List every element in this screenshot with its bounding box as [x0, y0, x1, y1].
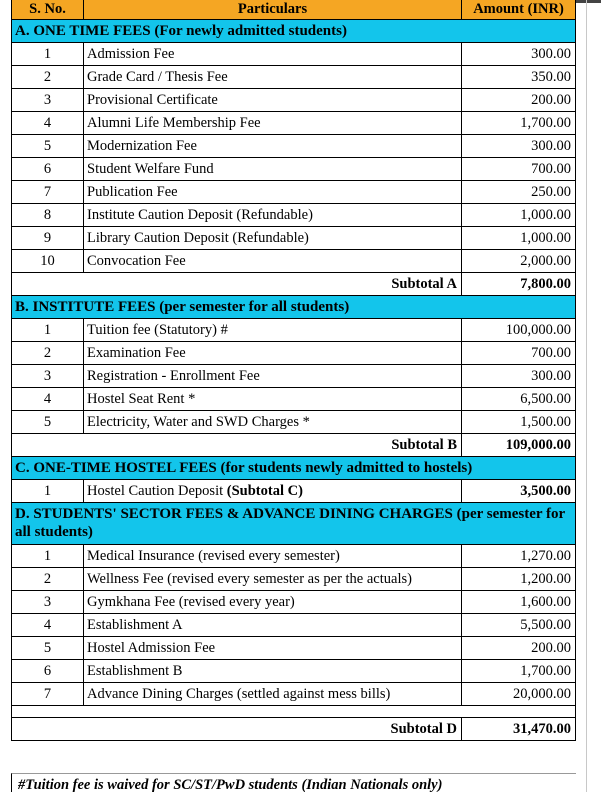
row-amount: 6,500.00: [462, 388, 576, 411]
subtotal-a-row: [11, 273, 576, 296]
table-row: [11, 135, 576, 158]
row-particular: Admission Fee: [84, 43, 462, 66]
row-particular: Student Welfare Fund: [84, 158, 462, 181]
table-row: [11, 204, 576, 227]
row-sno: 1: [11, 43, 84, 66]
row-amount: 350.00: [462, 66, 576, 89]
section-a-rows: [11, 43, 576, 273]
table-row: [11, 365, 576, 388]
table-row: [11, 660, 576, 683]
row-amount: 700.00: [462, 158, 576, 181]
subtotal-b-label: Subtotal B: [11, 434, 462, 457]
table-row: [11, 43, 576, 66]
table-row: [11, 89, 576, 112]
table-row: [11, 342, 576, 365]
row-particular: Tuition fee (Statutory) #: [84, 319, 462, 342]
table-row: [11, 66, 576, 89]
row-sno: 9: [11, 227, 84, 250]
row-particular: Alumni Life Membership Fee: [84, 112, 462, 135]
section-d-title: D. STUDENTS' SECTOR FEES & ADVANCE DINING CHARGES (per semester for all students): [11, 503, 576, 545]
table-row: [11, 568, 576, 591]
row-particular: Grade Card / Thesis Fee: [84, 66, 462, 89]
table-row: [11, 637, 576, 660]
table-row: [11, 112, 576, 135]
row-particular: Modernization Fee: [84, 135, 462, 158]
row-amount: 300.00: [462, 135, 576, 158]
row-sno: 5: [11, 637, 84, 660]
section-d-rows: [11, 545, 576, 706]
row-amount: 1,270.00: [462, 545, 576, 568]
row-particular: Gymkhana Fee (revised every year): [84, 591, 462, 614]
row-amount: 5,500.00: [462, 614, 576, 637]
table-row: [11, 591, 576, 614]
row-particular: Medical Insurance (revised every semester): [84, 545, 462, 568]
section-c-particular-text: Hostel Caution Deposit: [87, 483, 227, 499]
row-amount: 1,500.00: [462, 411, 576, 434]
header-sno: S. No.: [11, 0, 84, 20]
row-particular: Provisional Certificate: [84, 89, 462, 112]
row-particular: Hostel Seat Rent *: [84, 388, 462, 411]
row-amount: 250.00: [462, 181, 576, 204]
table-row: [11, 388, 576, 411]
footnote: #Tuition fee is waived for SC/ST/PwD students (Indian Nationals only): [11, 773, 576, 792]
row-particular: Examination Fee: [84, 342, 462, 365]
section-b-rows: [11, 319, 576, 434]
row-particular: Advance Dining Charges (settled against mess bills): [84, 683, 462, 706]
row-sno: 2: [11, 342, 84, 365]
section-c-amount: 3,500.00: [462, 480, 576, 503]
row-particular: Institute Caution Deposit (Refundable): [84, 204, 462, 227]
row-particular: Registration - Enrollment Fee: [84, 365, 462, 388]
table-row: [11, 319, 576, 342]
section-c-subtotal-label: (Subtotal C): [226, 483, 303, 499]
table-row: [11, 250, 576, 273]
row-sno: 10: [11, 250, 84, 273]
row-amount: 1,700.00: [462, 660, 576, 683]
row-sno: 4: [11, 112, 84, 135]
row-amount: 700.00: [462, 342, 576, 365]
section-a-title: A. ONE TIME FEES (For newly admitted students): [11, 20, 576, 43]
row-sno: 5: [11, 135, 84, 158]
row-amount: 300.00: [462, 43, 576, 66]
row-sno: 4: [11, 614, 84, 637]
row-amount: 1,200.00: [462, 568, 576, 591]
row-sno: 7: [11, 683, 84, 706]
row-particular: Hostel Admission Fee: [84, 637, 462, 660]
table-row: [11, 545, 576, 568]
subtotal-b-row: [11, 434, 576, 457]
subtotal-a-amount: 7,800.00: [462, 273, 576, 296]
row-particular: Publication Fee: [84, 181, 462, 204]
section-d-spacer: [11, 706, 576, 718]
header-amount: Amount (INR): [462, 0, 576, 20]
top-edge-bar: [576, 0, 601, 3]
section-c-title: C. ONE-TIME HOSTEL FEES (for students newly admitted to hostels): [11, 457, 576, 480]
row-amount: 2,000.00: [462, 250, 576, 273]
row-particular: Convocation Fee: [84, 250, 462, 273]
row-amount: 300.00: [462, 365, 576, 388]
row-sno: 4: [11, 388, 84, 411]
table-row: [11, 181, 576, 204]
table-row: [11, 614, 576, 637]
row-sno: 8: [11, 204, 84, 227]
row-amount: 1,600.00: [462, 591, 576, 614]
row-sno: 6: [11, 158, 84, 181]
row-sno: 2: [11, 568, 84, 591]
sheet-gridline: [586, 0, 587, 792]
row-sno: 5: [11, 411, 84, 434]
row-particular: Electricity, Water and SWD Charges *: [84, 411, 462, 434]
table-row: [11, 158, 576, 181]
subtotal-d-amount: 31,470.00: [462, 718, 576, 741]
row-amount: 20,000.00: [462, 683, 576, 706]
row-sno: 7: [11, 181, 84, 204]
row-amount: 1,700.00: [462, 112, 576, 135]
section-c-row: [11, 480, 576, 503]
section-b-title: B. INSTITUTE FEES (per semester for all students): [11, 296, 576, 319]
row-amount: 1,000.00: [462, 227, 576, 250]
row-sno: 3: [11, 365, 84, 388]
row-particular: Wellness Fee (revised every semester as per the actuals): [84, 568, 462, 591]
row-amount: 200.00: [462, 637, 576, 660]
table-row: [11, 411, 576, 434]
row-amount: 1,000.00: [462, 204, 576, 227]
row-sno: 2: [11, 66, 84, 89]
subtotal-a-label: Subtotal A: [11, 273, 462, 296]
subtotal-b-amount: 109,000.00: [462, 434, 576, 457]
table-row: [11, 227, 576, 250]
row-sno: 6: [11, 660, 84, 683]
table-header: [11, 0, 576, 20]
header-particulars: Particulars: [84, 0, 462, 20]
row-sno: 1: [11, 319, 84, 342]
table-row: [11, 683, 576, 706]
fee-table: [11, 0, 576, 741]
row-sno: 1: [11, 545, 84, 568]
row-sno: 3: [11, 89, 84, 112]
row-particular: Library Caution Deposit (Refundable): [84, 227, 462, 250]
row-amount: 200.00: [462, 89, 576, 112]
subtotal-d-label: Subtotal D: [11, 718, 462, 741]
row-particular: Establishment A: [84, 614, 462, 637]
subtotal-d-row: [11, 718, 576, 741]
row-particular: Establishment B: [84, 660, 462, 683]
section-c-sno: 1: [11, 480, 84, 503]
row-amount: 100,000.00: [462, 319, 576, 342]
section-c-particular: [84, 480, 462, 503]
row-sno: 3: [11, 591, 84, 614]
